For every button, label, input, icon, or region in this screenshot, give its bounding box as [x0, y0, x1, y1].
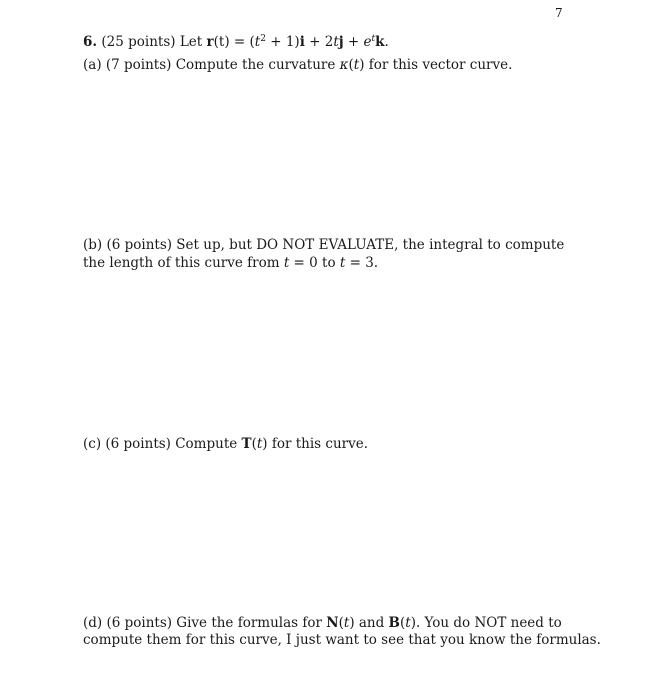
part-b-text-2a: the length of this curve from: [83, 255, 284, 271]
part-c-T: T: [241, 436, 252, 452]
formula-k: k: [375, 34, 385, 50]
part-d-line-1: [83, 615, 562, 632]
part-a-tail: ) for this vector curve.: [359, 57, 513, 73]
formula-e: e: [363, 34, 372, 50]
part-a-t: t: [353, 57, 360, 73]
problem-statement: [83, 34, 389, 51]
formula-i: i: [299, 34, 305, 50]
part-c-open: (: [251, 436, 257, 452]
page-number: 7: [555, 6, 563, 20]
formula-r: r: [206, 34, 214, 50]
part-d-mid: ) and: [349, 615, 389, 631]
part-b-line-1: [83, 237, 564, 254]
formula-t: t: [254, 34, 261, 50]
part-c-t: t: [256, 436, 263, 452]
formula-t2: t: [333, 34, 339, 50]
formula-plus-e: +: [343, 34, 364, 50]
formula-plus-one: + 1): [265, 34, 300, 50]
part-c: [83, 436, 368, 453]
part-d-tail: ). You do NOT need to: [410, 615, 562, 631]
part-d-B: B: [388, 615, 400, 631]
part-c-label: (c) (6 points) Compute: [83, 436, 242, 452]
problem-let: Let: [179, 34, 203, 50]
formula-plus-2: + 2: [304, 34, 334, 50]
formula-j: j: [338, 34, 344, 50]
formula-exp-t: t: [371, 34, 376, 44]
part-d-text-1a: (d) (6 points) Give the formulas for: [83, 615, 327, 631]
formula-exp-2: 2: [260, 34, 266, 44]
part-c-tail: ) for this curve.: [262, 436, 368, 452]
part-d-open-2: (: [399, 615, 406, 631]
part-a-label: (a) (7 points) Compute the curvature: [83, 57, 340, 73]
part-a-kappa: κ: [339, 57, 349, 73]
formula-lhs-arg: (t) = (: [213, 34, 255, 50]
problem-number: 6.: [83, 34, 98, 50]
part-b-t1: t: [283, 255, 290, 271]
part-d-open-1: (: [338, 615, 344, 631]
part-d-N: N: [326, 615, 339, 631]
part-d-t1: t: [343, 615, 350, 631]
formula-end: .: [384, 34, 389, 50]
problem-points: (25 points): [101, 34, 176, 50]
part-b-text-2c: = 3.: [345, 255, 379, 271]
part-a: [83, 57, 512, 74]
part-b-text-2b: = 0 to: [289, 255, 340, 271]
part-d-text-2: compute them for this curve, I just want to see that you know the formulas.: [83, 632, 601, 648]
part-b-line-2: [83, 255, 378, 272]
part-d-t2: t: [405, 615, 411, 631]
part-a-open: (: [348, 57, 354, 73]
part-b-text-1: (b) (6 points) Set up, but DO NOT EVALUATE, the integral to compute: [83, 237, 565, 253]
part-b-t2: t: [339, 255, 346, 271]
part-d-line-2: [83, 632, 601, 649]
